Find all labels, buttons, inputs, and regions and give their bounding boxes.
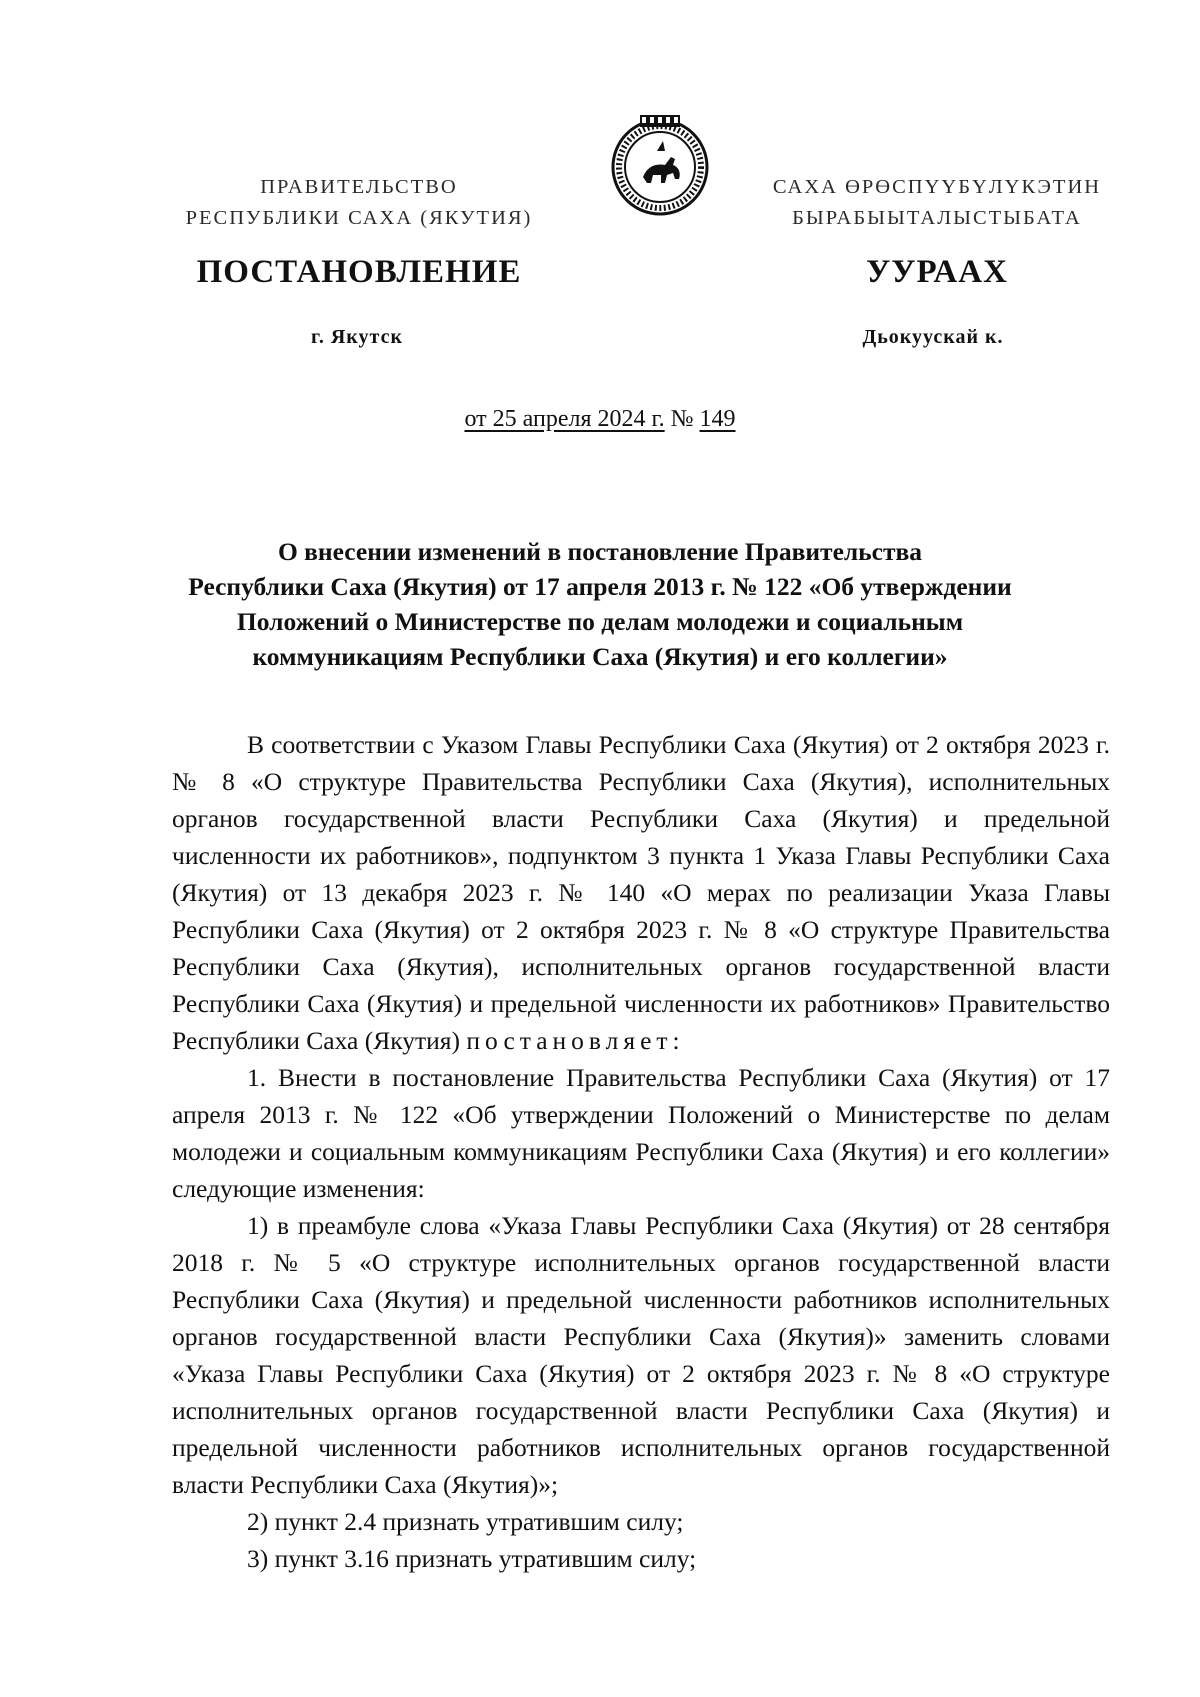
coat-of-arms-emblem [607, 111, 713, 217]
issuer-russian [178, 172, 540, 234]
issuer-russian-line-1: ПРАВИТЕЛЬСТВО [260, 176, 458, 198]
document-body [172, 726, 1110, 1577]
issuer-sakha [752, 172, 1122, 234]
subject-line: Республики Саха (Якутия) от 17 апреля 2013 г. № 122 «Об утверждении [188, 572, 1012, 601]
place-sakha: Дьокуускай к. [862, 326, 1004, 348]
issuer-sakha-line-2: БЫРАБЫЫТАЛЫСТЫБАТА [792, 207, 1082, 229]
issuer-russian-line-2: РЕСПУБЛИКИ САХА (ЯКУТИЯ) [185, 207, 533, 229]
decree-word: постановляет: [466, 1026, 685, 1055]
subitem-2-paragraph: 2) пункт 2.4 признать утратившим силу; [247, 1507, 684, 1536]
subject-line: коммуникациям Республики Саха (Якутия) и его коллегии» [252, 642, 948, 671]
preamble-text: В соответствии с Указом Главы Республики Саха (Якутия) от 2 октября 2023 г. № 8 «О структуре Правительства Республики Саха (Якутия), исполнительных органов государственной власти Республики Саха (Якутия) и предельной численности их работников», подпунктом 3 пункта 1 Указа Главы Республики Саха (Якутия) от 13 декабря 2023 г. № 140 «О мерах по реализации Указа Главы Республики Саха (Якутия) от 2 октября 2023 г. № 8 «О структуре Правительства Республики Саха (Якутия), исполнительных органов государственной власти Республики Саха (Якутия) и предельной численности их работников» Правительство Республики Саха (Якутия) [172, 730, 1110, 1055]
subitem-1-paragraph: 1) в преамбуле слова «Указа Главы Республики Саха (Якутия) от 28 сентября 2018 г. № 5 «О структуре исполнительных органов государственной власти Республики Саха (Якутия) и предельной численности работников исполнительных органов государственной власти Республики Саха (Якутия)» заменить словами «Указа Главы Республики Саха (Якутия) от 2 октября 2023 г. № 8 «О структуре исполнительных органов государственной власти Республики Саха (Якутия) и предельной численности работников исполнительных органов государственной власти Республики Саха (Якутия)»; [172, 1211, 1110, 1499]
document-type-sakha: УУРААХ [866, 254, 1008, 290]
document-type-russian: ПОСТАНОВЛЕНИЕ [196, 254, 522, 290]
issuer-sakha-line-1: САХА ӨРӨСПҮҮБҮЛҮКЭТИН [772, 176, 1102, 198]
subject-line: О внесении изменений в постановление Правительства [277, 537, 923, 566]
document-number: 149 [699, 406, 736, 432]
preamble-paragraph [172, 726, 1110, 1059]
document-subject [150, 534, 1050, 674]
date-value: от 25 апреля 2024 г. [464, 406, 665, 432]
subject-line: Положений о Министерстве по делам молодежи и социальным [236, 607, 964, 636]
document-date [0, 406, 1200, 433]
subitem-3-paragraph: 3) пункт 3.16 признать утратившим силу; [247, 1544, 697, 1573]
item-1-paragraph: 1. Внести в постановление Правительства Республики Саха (Якутия) от 17 апреля 2013 г. № 122 «Об утверждении Положений о Министерстве по делам молодежи и социальным коммуникациям Республики Саха (Якутия) и его коллегии» следующие изменения: [172, 1063, 1110, 1203]
place-russian: г. Якутск [311, 326, 403, 348]
number-sign: № [664, 406, 700, 432]
